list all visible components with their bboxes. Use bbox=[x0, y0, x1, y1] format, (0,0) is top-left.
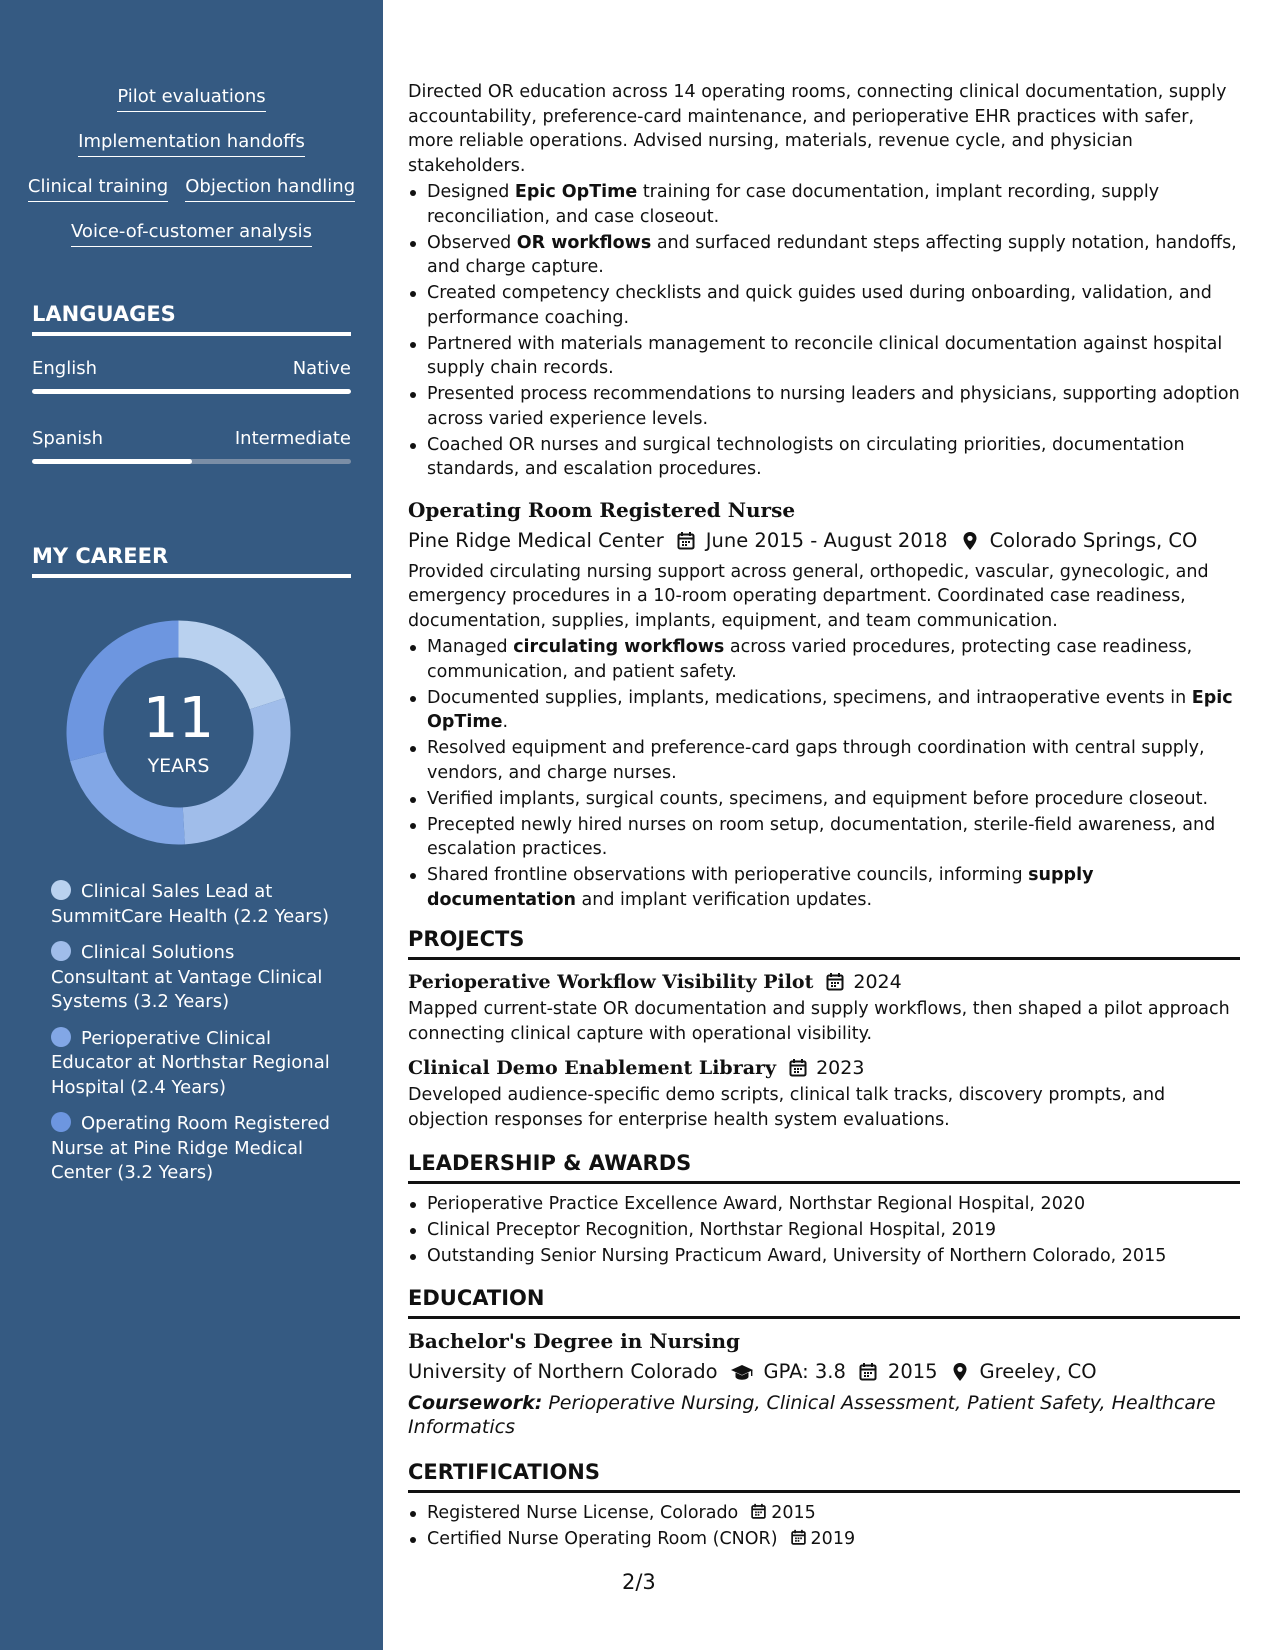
project-title: Clinical Demo Enablement Library bbox=[408, 1057, 777, 1079]
bullet-text: Partnered with materials management to reconcile clinical documentation against hospital supply chain records. bbox=[427, 333, 1223, 378]
project-title-row bbox=[408, 1055, 1240, 1081]
bullet-item bbox=[408, 433, 1240, 482]
calendar-icon bbox=[676, 531, 696, 551]
bullet-item bbox=[408, 231, 1240, 280]
bullet-text: . bbox=[502, 712, 509, 732]
job-bullets bbox=[408, 635, 1240, 912]
certification-name: Registered Nurse License, Colorado bbox=[427, 1502, 739, 1523]
map-pin-icon bbox=[950, 1362, 970, 1382]
award-item: Clinical Preceptor Recognition, Northstar Regional Hospital, 2019 bbox=[408, 1218, 1240, 1243]
career-heading: MY CAREER bbox=[32, 544, 351, 578]
career-item bbox=[51, 941, 336, 1015]
career-text: Perioperative Clinical Educator at Northstar Regional Hospital (2.4 Years) bbox=[51, 1027, 330, 1098]
bullet-item bbox=[408, 332, 1240, 381]
bullet-item bbox=[408, 787, 1240, 812]
bullet-text: training for case documentation, implant recording, supply reconciliation, and case closeout. bbox=[427, 182, 1160, 227]
language-proficiency-bar bbox=[32, 389, 351, 394]
page-number: 2/3 bbox=[622, 1570, 656, 1594]
career-dot bbox=[51, 1112, 71, 1132]
main-content bbox=[408, 80, 1240, 1553]
award-item: Perioperative Practice Excellence Award, Northstar Regional Hospital, 2020 bbox=[408, 1192, 1240, 1217]
language-proficiency-fill bbox=[32, 389, 351, 394]
bullet-bold-text: circulating workflows bbox=[513, 637, 725, 657]
skill-tag[interactable]: Clinical training bbox=[28, 176, 168, 202]
project-title-row bbox=[408, 969, 1240, 995]
coursework-list: Perioperative Nursing, Clinical Assessment, Patient Safety, Healthcare Informatics bbox=[408, 1391, 1216, 1438]
bullet-text: Created competency checklists and quick guides used during onboarding, validation, and performance coaching. bbox=[427, 283, 1212, 328]
bullet-item bbox=[408, 813, 1240, 862]
degree-title: Bachelor's Degree in Nursing bbox=[408, 1328, 740, 1353]
education-meta bbox=[408, 1359, 1240, 1385]
projects-heading: PROJECTS bbox=[408, 926, 1240, 960]
certification-year: 2015 bbox=[771, 1502, 816, 1523]
certification-item bbox=[408, 1527, 1240, 1552]
career-dot bbox=[51, 1027, 71, 1047]
bullet-text: Coached OR nurses and surgical technologists on circulating priorities, documentation standards, and escalation procedures. bbox=[427, 434, 1185, 479]
bullet-text: Precepted newly hired nurses on room setup, documentation, sterile-field awareness, and escalation practices. bbox=[427, 814, 1216, 859]
calendar-icon bbox=[790, 1529, 807, 1546]
award-item: Outstanding Senior Nursing Practicum Award, University of Northern Colorado, 2015 bbox=[408, 1244, 1240, 1269]
skill-tag-row bbox=[0, 86, 383, 112]
bullet-text: Verified implants, surgical counts, specimens, and equipment before procedure closeout. bbox=[427, 788, 1209, 809]
certifications-list bbox=[408, 1501, 1240, 1552]
certification-year: 2019 bbox=[810, 1528, 856, 1549]
skill-tag[interactable]: Objection handling bbox=[185, 176, 355, 202]
career-item bbox=[51, 880, 336, 929]
calendar-icon bbox=[750, 1503, 767, 1520]
career-item bbox=[51, 1112, 336, 1186]
bullet-bold-text: Epic OpTime bbox=[427, 687, 1233, 732]
career-text: Operating Room Registered Nurse at Pine Ridge Medical Center (3.2 Years) bbox=[51, 1113, 330, 1183]
school-location: Greeley, CO bbox=[979, 1359, 1097, 1383]
calendar-icon bbox=[858, 1362, 878, 1382]
skill-tag-row bbox=[0, 131, 383, 157]
bullet-text: Documented supplies, implants, medications, specimens, and intraoperative events in bbox=[427, 687, 1192, 708]
language-level: Native bbox=[292, 358, 351, 379]
bullet-text: Shared frontline observations with perioperative councils, informing bbox=[427, 865, 1029, 885]
bullet-text: and surfaced redundant steps affecting supply notation, handoffs, and charge capture. bbox=[427, 232, 1237, 277]
graduation-cap-icon bbox=[730, 1362, 754, 1382]
coursework bbox=[408, 1391, 1240, 1439]
language-english bbox=[32, 358, 351, 394]
awards-heading: LEADERSHIP & AWARDS bbox=[408, 1150, 1240, 1184]
project-description: Mapped current-state OR documentation and supply workflows, then shaped a pilot approach connecting clinical capture with operational visibility. bbox=[408, 999, 1230, 1044]
job-location: Colorado Springs, CO bbox=[989, 528, 1198, 552]
job-meta bbox=[408, 528, 1240, 554]
project-year: 2023 bbox=[816, 1057, 865, 1079]
skill-tag-row bbox=[0, 176, 383, 202]
bullet-text: Designed bbox=[427, 182, 515, 202]
bullet-text: across varied procedures, protecting case readiness, communication, and patient safety. bbox=[427, 637, 1193, 682]
gpa: GPA: 3.8 bbox=[763, 1359, 846, 1383]
certification-name: Certified Nurse Operating Room (CNOR) bbox=[427, 1528, 778, 1549]
job-summary: Provided circulating nursing support across general, orthopedic, vascular, gynecologic, and emergency procedures in a 10-room operating department. Coordinated case readiness, documentation, supplies, implants, equipment, and team communication. bbox=[408, 561, 1209, 631]
job-title: Operating Room Registered Nurse bbox=[408, 497, 796, 522]
school-name: University of Northern Colorado bbox=[408, 1359, 718, 1383]
project-description: Developed audience-specific demo scripts, clinical talk tracks, discovery prompts, and objection responses for enterprise health system evaluations. bbox=[408, 1085, 1166, 1130]
bullet-item bbox=[408, 180, 1240, 229]
certifications-heading: CERTIFICATIONS bbox=[408, 1459, 1240, 1493]
language-level: Intermediate bbox=[234, 428, 351, 449]
career-dot bbox=[51, 941, 71, 961]
career-dot bbox=[51, 880, 71, 900]
calendar-icon bbox=[788, 1058, 808, 1078]
graduation-year: 2015 bbox=[887, 1359, 938, 1383]
bullet-item bbox=[408, 635, 1240, 684]
bullet-item bbox=[408, 281, 1240, 330]
bullet-bold-text: OR workflows bbox=[516, 232, 652, 253]
bullet-item bbox=[408, 382, 1240, 431]
bullet-item bbox=[408, 736, 1240, 785]
project-year: 2024 bbox=[853, 971, 902, 993]
skill-tag-row bbox=[0, 221, 383, 247]
language-proficiency-bar bbox=[32, 459, 351, 464]
language-name: English bbox=[32, 358, 97, 379]
sidebar bbox=[0, 0, 383, 1650]
bullet-bold-text: Epic OpTime bbox=[514, 182, 638, 202]
project-title: Perioperative Workflow Visibility Pilot bbox=[408, 971, 814, 993]
coursework-label: Coursework: bbox=[408, 1391, 543, 1414]
projects-list bbox=[408, 969, 1240, 1132]
career-item bbox=[51, 1027, 336, 1101]
skill-tag[interactable]: Voice-of-customer analysis bbox=[71, 221, 312, 247]
job-dates: June 2015 - August 2018 bbox=[705, 528, 948, 552]
skill-tag[interactable]: Pilot evaluations bbox=[117, 86, 265, 112]
career-list bbox=[51, 880, 336, 1198]
skill-tag[interactable]: Implementation handoffs bbox=[78, 131, 305, 157]
bullet-text: Managed bbox=[427, 637, 514, 657]
bullet-text: Resolved equipment and preference-card gaps through coordination with central supply, vendors, and charge nurses. bbox=[427, 738, 1205, 783]
bullet-text: Presented process recommendations to nursing leaders and physicians, supporting adoption across varied experience levels. bbox=[427, 384, 1240, 429]
languages-heading: LANGUAGES bbox=[32, 302, 351, 336]
career-text: Clinical Solutions Consultant at Vantage Clinical Systems (3.2 Years) bbox=[51, 942, 323, 1012]
language-proficiency-fill bbox=[32, 459, 192, 464]
skill-tags bbox=[0, 86, 383, 266]
map-pin-icon bbox=[960, 531, 980, 551]
bullet-bold-text: supply documentation bbox=[427, 865, 1094, 910]
calendar-icon bbox=[825, 972, 845, 992]
bullet-text: and implant verification updates. bbox=[575, 889, 873, 910]
role-bullets bbox=[408, 180, 1240, 482]
role-summary: Directed OR education across 14 operating rooms, connecting clinical documentation, supply accountability, preference-card maintenance, and perioperative EHR practices with safer, more reliable operations. Advised nursing, materials, revenue cycle, and physician stakeholders. bbox=[408, 82, 1227, 176]
career-donut-chart bbox=[66, 620, 291, 845]
certification-item bbox=[408, 1501, 1240, 1526]
language-spanish bbox=[32, 428, 351, 464]
awards-list bbox=[408, 1192, 1240, 1269]
bullet-text: Observed bbox=[427, 232, 517, 253]
bullet-item bbox=[408, 686, 1240, 735]
bullet-item bbox=[408, 863, 1240, 912]
company-name: Pine Ridge Medical Center bbox=[408, 528, 664, 552]
donut-number: 11 bbox=[142, 686, 215, 751]
education-heading: EDUCATION bbox=[408, 1285, 1240, 1319]
language-name: Spanish bbox=[32, 428, 104, 449]
career-text: Clinical Sales Lead at SummitCare Health (2.2 Years) bbox=[51, 881, 330, 927]
donut-label: YEARS bbox=[147, 755, 210, 777]
